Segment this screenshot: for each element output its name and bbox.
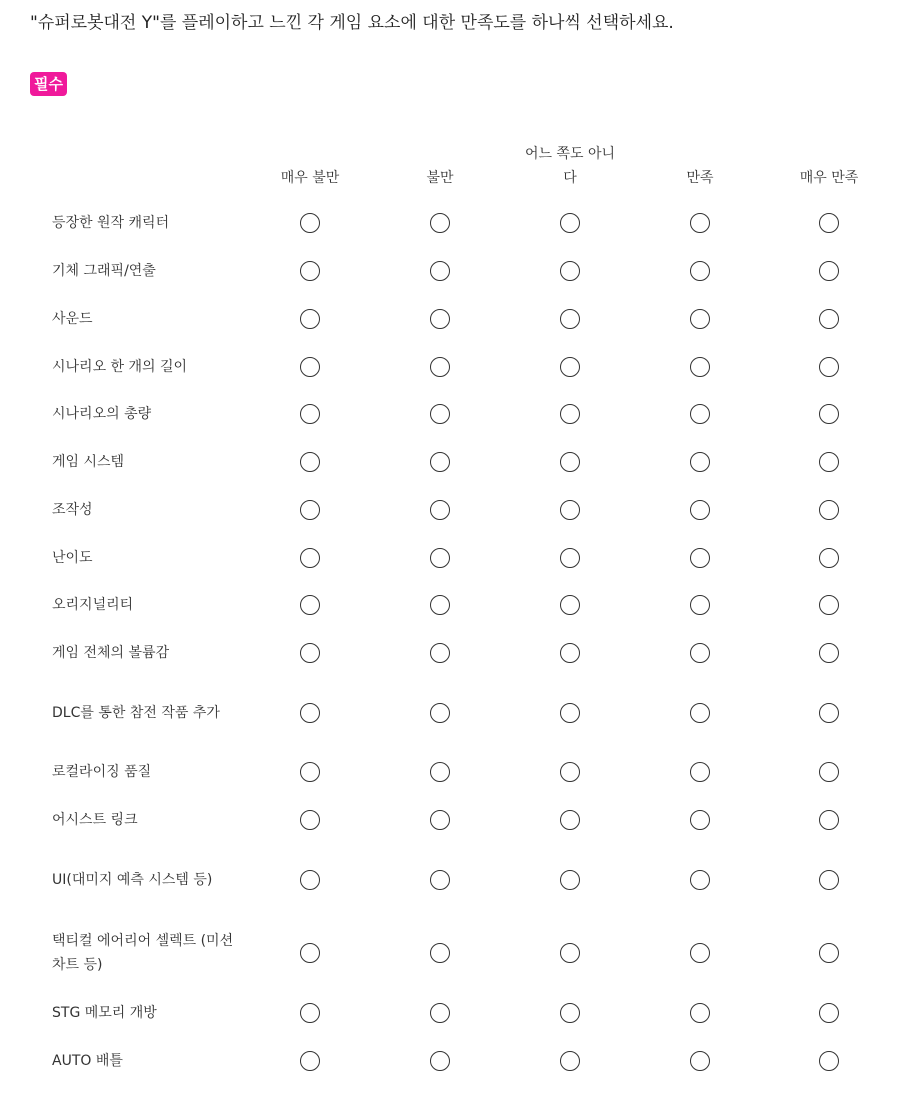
radio-satisfied[interactable] <box>690 1051 710 1071</box>
radio-very-dissatisfied[interactable] <box>300 810 320 830</box>
radio-dissatisfied[interactable] <box>430 643 450 663</box>
radio-very-satisfied[interactable] <box>819 810 839 830</box>
radio-satisfied[interactable] <box>690 703 710 723</box>
radio-satisfied[interactable] <box>690 943 710 963</box>
radio-very-satisfied[interactable] <box>819 309 839 329</box>
radio-dissatisfied[interactable] <box>430 548 450 568</box>
radio-very-dissatisfied[interactable] <box>300 943 320 963</box>
row-label: 오리지널리티 <box>52 597 134 613</box>
row-label: 택티컬 에어리어 셀렉트 (미션 차트 등) <box>52 933 234 973</box>
radio-neutral[interactable] <box>560 357 580 377</box>
radio-dissatisfied[interactable] <box>430 452 450 472</box>
radio-very-satisfied[interactable] <box>819 1051 839 1071</box>
row-label: 로컬라이징 품질 <box>52 764 152 780</box>
radio-satisfied[interactable] <box>690 357 710 377</box>
row-label: 시나리오의 총량 <box>52 406 152 422</box>
radio-very-dissatisfied[interactable] <box>300 404 320 424</box>
radio-dissatisfied[interactable] <box>430 357 450 377</box>
radio-very-dissatisfied[interactable] <box>300 213 320 233</box>
radio-neutral[interactable] <box>560 261 580 281</box>
radio-neutral[interactable] <box>560 762 580 782</box>
radio-very-satisfied[interactable] <box>819 703 839 723</box>
radio-very-dissatisfied[interactable] <box>300 1051 320 1071</box>
row-label: AUTO 배틀 <box>52 1053 123 1069</box>
radio-dissatisfied[interactable] <box>430 595 450 615</box>
radio-very-satisfied[interactable] <box>819 1003 839 1023</box>
radio-very-satisfied[interactable] <box>819 357 839 377</box>
radio-satisfied[interactable] <box>690 261 710 281</box>
question-text: "슈퍼로봇대전 Y"를 플레이하고 느낀 각 게임 요소에 대한 만족도를 하나씩 선택하세요. <box>30 13 674 33</box>
radio-very-dissatisfied[interactable] <box>300 1003 320 1023</box>
radio-very-satisfied[interactable] <box>819 595 839 615</box>
radio-very-dissatisfied[interactable] <box>300 500 320 520</box>
column-header-satisfied: 만족 <box>686 170 714 186</box>
radio-very-satisfied[interactable] <box>819 213 839 233</box>
radio-very-dissatisfied[interactable] <box>300 357 320 377</box>
radio-dissatisfied[interactable] <box>430 261 450 281</box>
radio-very-dissatisfied[interactable] <box>300 452 320 472</box>
radio-very-satisfied[interactable] <box>819 404 839 424</box>
radio-neutral[interactable] <box>560 595 580 615</box>
radio-neutral[interactable] <box>560 703 580 723</box>
radio-neutral[interactable] <box>560 404 580 424</box>
radio-satisfied[interactable] <box>690 643 710 663</box>
radio-satisfied[interactable] <box>690 810 710 830</box>
row-label: UI(대미지 예측 시스템 등) <box>52 872 213 888</box>
radio-neutral[interactable] <box>560 810 580 830</box>
row-label: 어시스트 링크 <box>52 812 138 828</box>
radio-very-dissatisfied[interactable] <box>300 548 320 568</box>
row-label: 기체 그래픽/연출 <box>52 263 156 279</box>
radio-very-satisfied[interactable] <box>819 452 839 472</box>
row-label: 조작성 <box>52 502 93 518</box>
row-label: 게임 시스템 <box>52 454 125 470</box>
radio-dissatisfied[interactable] <box>430 870 450 890</box>
column-header-neutral: 어느 쪽도 아니다 <box>524 146 616 186</box>
radio-very-dissatisfied[interactable] <box>300 261 320 281</box>
radio-neutral[interactable] <box>560 943 580 963</box>
radio-neutral[interactable] <box>560 500 580 520</box>
radio-neutral[interactable] <box>560 1003 580 1023</box>
radio-dissatisfied[interactable] <box>430 213 450 233</box>
radio-satisfied[interactable] <box>690 213 710 233</box>
column-header-very-satisfied: 매우 만족 <box>799 170 859 186</box>
column-header-dissatisfied: 불만 <box>426 170 454 186</box>
radio-neutral[interactable] <box>560 213 580 233</box>
radio-neutral[interactable] <box>560 643 580 663</box>
radio-dissatisfied[interactable] <box>430 1003 450 1023</box>
radio-very-dissatisfied[interactable] <box>300 643 320 663</box>
row-label: 난이도 <box>52 550 93 566</box>
radio-satisfied[interactable] <box>690 404 710 424</box>
row-label: 등장한 원작 캐릭터 <box>52 215 170 231</box>
radio-satisfied[interactable] <box>690 1003 710 1023</box>
radio-satisfied[interactable] <box>690 595 710 615</box>
radio-dissatisfied[interactable] <box>430 500 450 520</box>
radio-dissatisfied[interactable] <box>430 943 450 963</box>
radio-dissatisfied[interactable] <box>430 703 450 723</box>
radio-very-satisfied[interactable] <box>819 261 839 281</box>
radio-very-satisfied[interactable] <box>819 500 839 520</box>
radio-neutral[interactable] <box>560 870 580 890</box>
radio-satisfied[interactable] <box>690 548 710 568</box>
radio-dissatisfied[interactable] <box>430 1051 450 1071</box>
radio-satisfied[interactable] <box>690 870 710 890</box>
radio-very-dissatisfied[interactable] <box>300 595 320 615</box>
radio-very-dissatisfied[interactable] <box>300 703 320 723</box>
radio-neutral[interactable] <box>560 309 580 329</box>
radio-dissatisfied[interactable] <box>430 762 450 782</box>
radio-satisfied[interactable] <box>690 309 710 329</box>
radio-dissatisfied[interactable] <box>430 404 450 424</box>
row-label: 시나리오 한 개의 길이 <box>52 359 188 375</box>
row-label: 게임 전체의 볼륨감 <box>52 645 170 661</box>
radio-very-satisfied[interactable] <box>819 943 839 963</box>
radio-very-satisfied[interactable] <box>819 643 839 663</box>
row-label: STG 메모리 개방 <box>52 1005 157 1021</box>
radio-satisfied[interactable] <box>690 762 710 782</box>
required-badge: 필수 <box>30 72 67 96</box>
radio-neutral[interactable] <box>560 452 580 472</box>
radio-neutral[interactable] <box>560 548 580 568</box>
radio-very-satisfied[interactable] <box>819 762 839 782</box>
radio-very-dissatisfied[interactable] <box>300 762 320 782</box>
row-label: 사운드 <box>52 311 93 327</box>
radio-dissatisfied[interactable] <box>430 810 450 830</box>
radio-very-dissatisfied[interactable] <box>300 870 320 890</box>
radio-neutral[interactable] <box>560 1051 580 1071</box>
row-label: DLC를 통한 참전 작품 추가 <box>52 705 220 721</box>
radio-very-satisfied[interactable] <box>819 548 839 568</box>
radio-very-satisfied[interactable] <box>819 870 839 890</box>
radio-satisfied[interactable] <box>690 500 710 520</box>
radio-satisfied[interactable] <box>690 452 710 472</box>
column-header-very-dissatisfied: 매우 불만 <box>280 170 340 186</box>
radio-very-dissatisfied[interactable] <box>300 309 320 329</box>
radio-dissatisfied[interactable] <box>430 309 450 329</box>
